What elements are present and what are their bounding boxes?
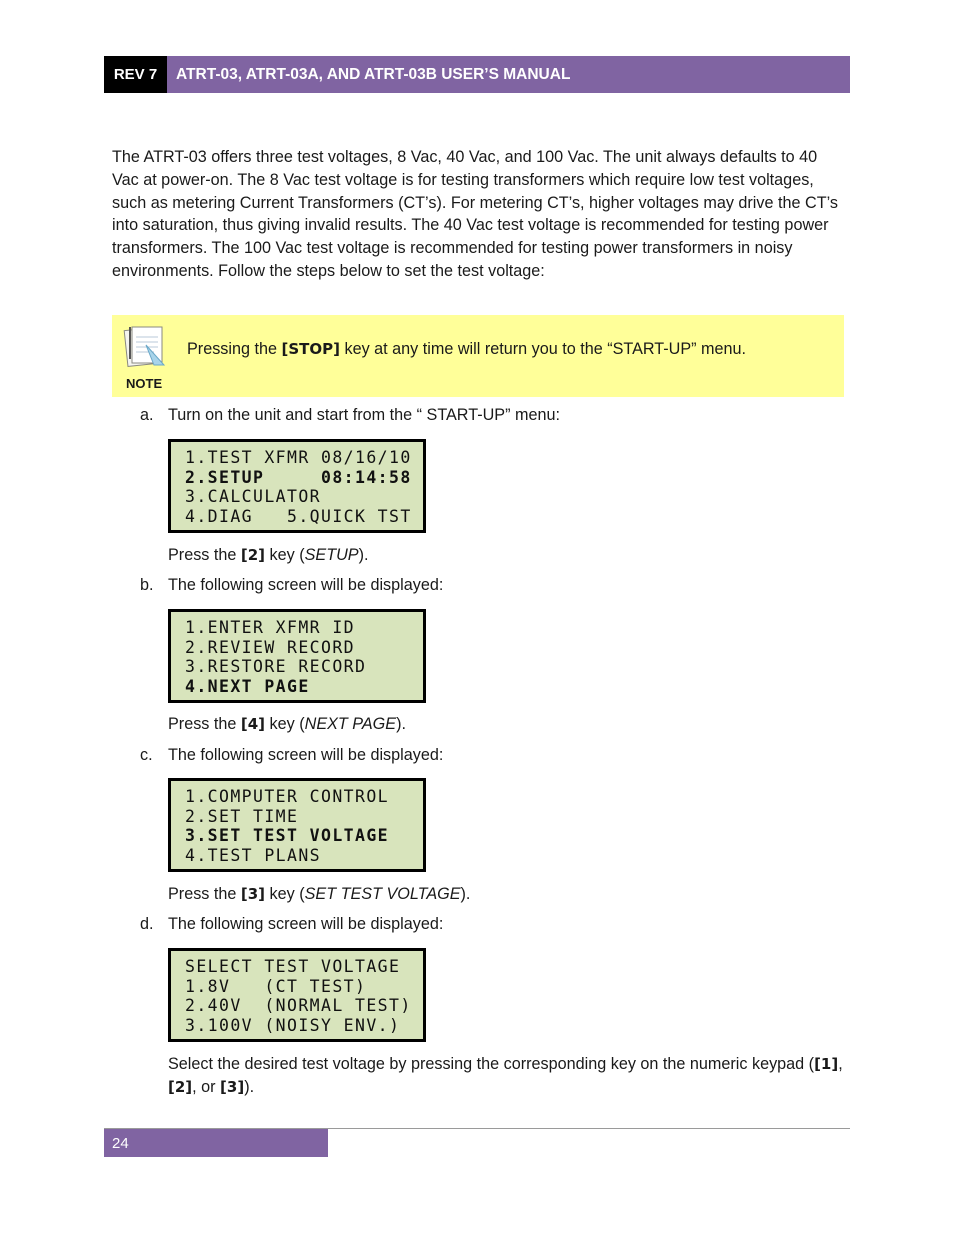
lcd-line: SELECT TEST VOLTAGE [185, 957, 401, 976]
revision-label: REV 7 [104, 56, 167, 93]
page-header [104, 56, 850, 93]
lcd-line: 2.SET TIME [185, 806, 299, 826]
intro-paragraph: The ATRT-03 offers three test voltages, 8 Vac, 40 Vac, and 100 Vac. The unit always defaults to 40 Vac at power-on. The 8 Vac test voltage is for testing transformers which require low test voltages, such as metering Current Transformers (CT’s). For metering CT’s, higher voltages may drive the CT’s into saturation, thus giving invalid results. The 40 Vac test voltage is recommended for testing power transformers. The 100 Vac test voltage is recommended for testing power transformers in noisy environments. Follow the steps below to set the test voltage: [112, 148, 838, 280]
press-instruction-b: Press the [4] key (NEXT PAGE). [168, 715, 406, 733]
manual-title: ATRT-03, ATRT-03A, AND ATRT-03B USER’S MANUAL [167, 56, 850, 93]
lcd-line: 1.COMPUTER CONTROL [185, 787, 390, 806]
lcd-line: 3.100V (NOISY ENV.) [185, 1015, 401, 1035]
lcd-line-selected: 2.SETUP 08:14:58 [185, 467, 412, 487]
notepad-icon [120, 321, 170, 369]
lcd-screen-next-page [168, 778, 426, 872]
step-d: d. The following screen will be displayed: [140, 915, 444, 933]
lcd-screen-setup [168, 609, 426, 703]
lcd-line: 2.40V (NORMAL TEST) [185, 996, 412, 1015]
lcd-line: 3.CALCULATOR [185, 487, 322, 506]
lcd-line: 4.TEST PLANS [185, 845, 322, 865]
final-instruction: Select the desired test voltage by pressing the corresponding key on the numeric keypad ([1], [2], or [3]). [168, 1055, 843, 1096]
step-a: a. Turn on the unit and start from the “ START-UP” menu: [140, 406, 560, 424]
press-instruction-a: Press the [2] key (SETUP). [168, 546, 369, 564]
lcd-line: 2.REVIEW RECORD [185, 637, 356, 657]
lcd-line: 1.TEST XFMR 08/16/10 [185, 448, 412, 467]
note-text: Pressing the [STOP] key at any time will return you to the “START-UP” menu. [187, 340, 747, 358]
lcd-line: 1.8V (CT TEST) [185, 976, 367, 996]
lcd-line-selected: 3.SET TEST VOLTAGE [185, 826, 390, 845]
lcd-line-selected: 4.NEXT PAGE [185, 676, 310, 696]
lcd-line: 4.DIAG 5.QUICK TST [185, 506, 412, 526]
lcd-screen-startup [168, 439, 426, 533]
press-instruction-c: Press the [3] key (SET TEST VOLTAGE). [168, 885, 471, 903]
stop-key: [STOP] [281, 340, 340, 358]
step-c: c. The following screen will be displayed: [140, 746, 444, 764]
lcd-screen-test-voltage [168, 948, 426, 1042]
lcd-line: 3.RESTORE RECORD [185, 657, 367, 676]
note-box [112, 315, 844, 397]
step-b: b. The following screen will be displayed: [140, 576, 444, 594]
lcd-line: 1.ENTER XFMR ID [185, 618, 356, 637]
note-label: NOTE [126, 376, 163, 391]
page-number: 24 [104, 1129, 328, 1157]
